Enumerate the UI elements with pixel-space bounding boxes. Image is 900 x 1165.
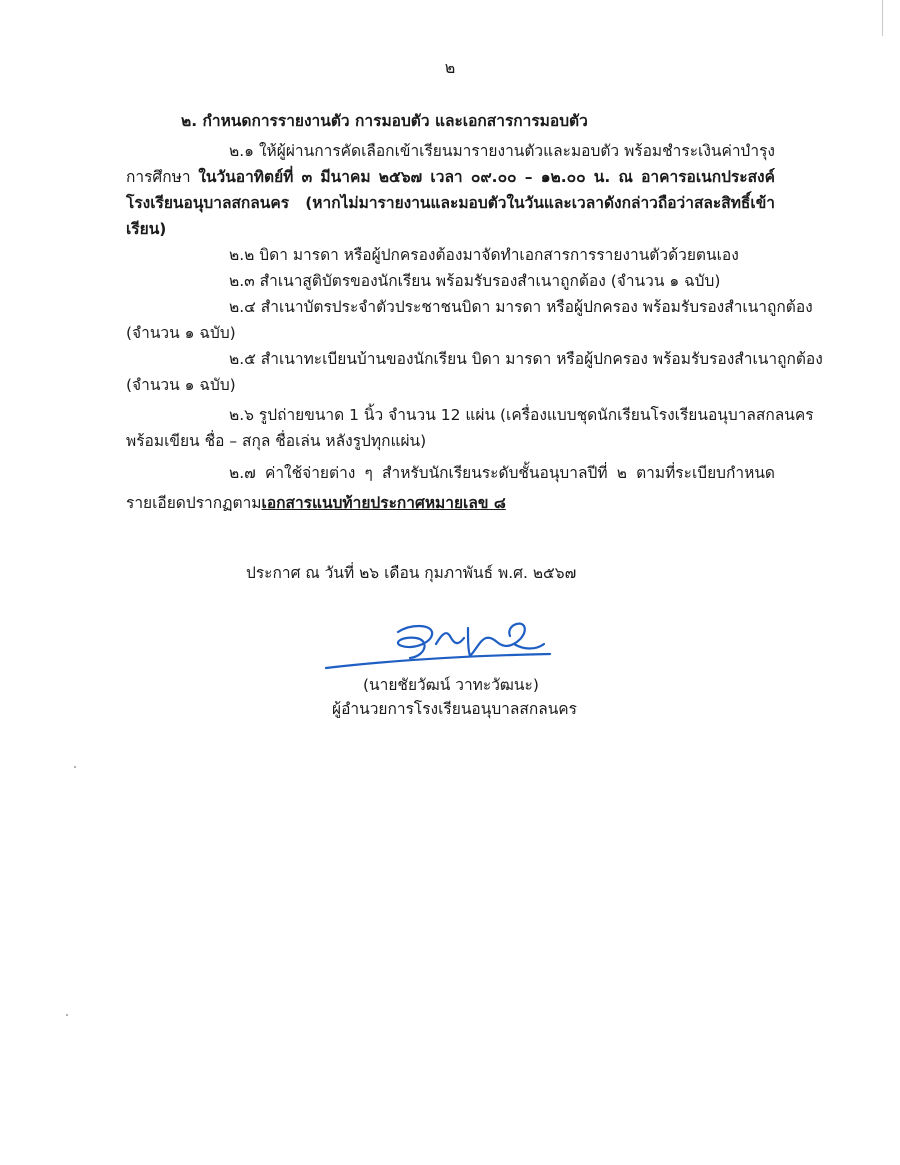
item-2-3: ๒.๓ สำเนาสูติบัตรของนักเรียน พร้อมรับรองสำเนาถูกต้อง (จำนวน ๑ ฉบับ) — [229, 272, 721, 290]
item-2-1-line-3: โรงเรียนอนุบาลสกลนคร (หากไม่มารายงานและมอบตัวในวันและเวลาดังกล่าวถือว่าสละสิทธิ์เข้า — [126, 194, 775, 212]
scan-speck — [66, 1014, 68, 1016]
item-2-1-schedule: ในวันอาทิตย์ที่ ๓ มีนาคม ๒๕๖๗ เวลา ๐๙.๐๐ – ๑๒.๐๐ น. ณ อาคารอเนกประสงค์ — [198, 168, 775, 186]
item-2-2: ๒.๒ บิดา มารดา หรือผู้ปกครองต้องมาจัดทำเอกสารการรายงานตัวด้วยตนเอง — [229, 246, 739, 264]
attachment-reference: เอกสารแนบท้ายประกาศหมายเลข ๘ — [261, 494, 506, 512]
scan-speck — [74, 766, 76, 768]
item-2-6-line-2: พร้อมเขียน ชื่อ – สกุล ชื่อเล่น หลังรูปทุกแผ่น) — [126, 432, 427, 450]
section-heading: ๒. กำหนดการรายงานตัว การมอบตัว และเอกสารการมอบตัว — [181, 112, 588, 130]
item-2-1-line-2 — [126, 166, 775, 188]
item-2-7-line-2 — [126, 492, 506, 514]
announcement-date: ประกาศ ณ วันที่ ๒๖ เดือน กุมภาพันธ์ พ.ศ. ๒๕๖๗ — [246, 564, 577, 582]
item-2-4-line-2: (จำนวน ๑ ฉบับ) — [126, 324, 236, 342]
page-number: ๒ — [444, 58, 456, 77]
item-2-5-line-1: ๒.๕ สำเนาทะเบียนบ้านของนักเรียน บิดา มารดา หรือผู้ปกครอง พร้อมรับรองสำเนาถูกต้อง — [229, 350, 823, 368]
item-2-1-line-1: ๒.๑ ให้ผู้ผ่านการคัดเลือกเข้าเรียนมารายงานตัวและมอบตัว พร้อมชำระเงินค่าบำรุง — [229, 142, 775, 160]
signatory-position: ผู้อำนวยการโรงเรียนอนุบาลสกลนคร — [332, 700, 577, 718]
signatory-name: (นายชัยวัฒน์ วาทะวัฒนะ) — [363, 676, 539, 694]
item-2-7-prefix: รายเอียดปรากฏตาม — [126, 494, 262, 512]
item-2-1-line-4: เรียน) — [126, 220, 167, 238]
item-2-1-prefix: การศึกษา — [126, 168, 199, 186]
signature-image — [318, 616, 558, 674]
item-2-6-line-1: ๒.๖ รูปถ่ายขนาด 1 นิ้ว จำนวน 12 แผ่น (เครื่องแบบชุดนักเรียนโรงเรียนอนุบาลสกลนคร — [229, 406, 814, 424]
item-2-4-line-1: ๒.๔ สำเนาบัตรประจำตัวประชาชนบิดา มารดา หรือผู้ปกครอง พร้อมรับรองสำเนาถูกต้อง — [229, 298, 813, 316]
item-2-7-line-1: ๒.๗ ค่าใช้จ่ายต่าง ๆ สำหรับนักเรียนระดับชั้นอนุบาลปีที่ ๒ ตามที่ระเบียบกำหนด — [229, 464, 775, 482]
item-2-5-line-2: (จำนวน ๑ ฉบับ) — [126, 376, 236, 394]
scan-edge-mark — [882, 0, 883, 36]
